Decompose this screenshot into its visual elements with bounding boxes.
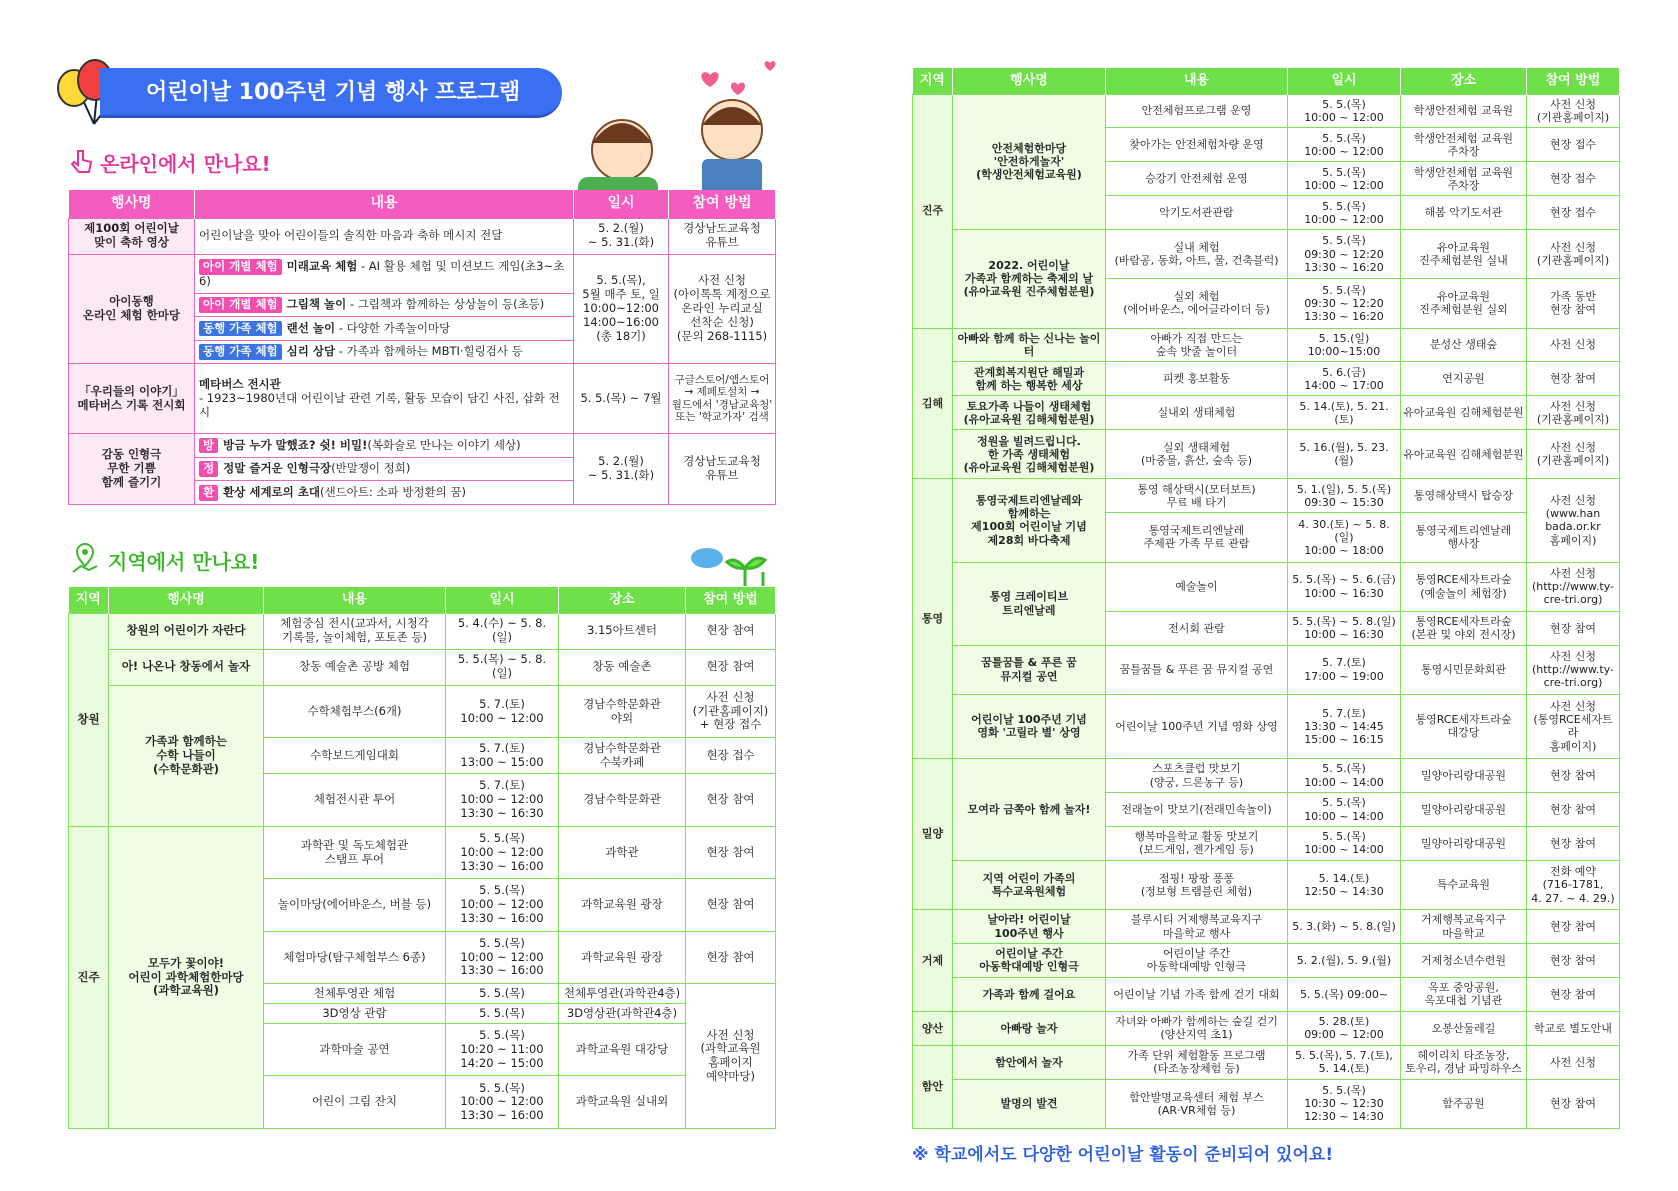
- event-name: 통영국제트리엔날레와 함께하는 제100회 어린이날 기념 제28회 바다축제: [953, 479, 1106, 562]
- region-name: 김해: [913, 328, 953, 479]
- event-method: 현장 접수: [1527, 128, 1620, 162]
- regional-heading: 지역에서 만나요!: [108, 550, 260, 574]
- event-content: 실외 체험 (에어바운스, 에어글라이더 등): [1106, 279, 1288, 328]
- event-place: 특수교육원: [1401, 860, 1527, 909]
- event-place: 유아교육원 진주체험분원 실내: [1401, 230, 1527, 279]
- event-name: 제100회 어린이날 맞이 축하 영상: [69, 218, 195, 254]
- event-date: 5. 14.(토) 12:50 ~ 14:30: [1288, 860, 1401, 909]
- event-date: 5. 5.(목) 09:30 ~ 12:20 13:30 ~ 16:20: [1288, 230, 1401, 279]
- table-row: [69, 826, 776, 878]
- event-date: 5. 5.(목) 10:00 ~ 12:00 13:30 ~ 16:00: [446, 1076, 559, 1129]
- event-place: 연지공원: [1401, 362, 1527, 396]
- event-date: 5. 7.(토) 10:00 ~ 12:00: [446, 685, 559, 737]
- event-content: 실내 체험 (바람공, 동화, 아트, 물, 건축블럭): [1106, 230, 1288, 279]
- event-place: 과학교육원 광장: [559, 931, 686, 983]
- col-header: 참여 방법: [669, 190, 776, 218]
- sub-item: [195, 293, 574, 317]
- event-name: 창원의 어린이가 자란다: [109, 613, 264, 649]
- event-content: 악기도서관관람: [1106, 196, 1288, 230]
- event-place: 학생안전체험 교육원 주차장: [1401, 128, 1527, 162]
- event-method: 현장 참여: [1527, 793, 1620, 827]
- col-header: 행사명: [953, 68, 1106, 94]
- table-row: [69, 649, 776, 685]
- event-method: 현장 접수: [686, 738, 776, 774]
- event-place: 오봉산둘레길: [1401, 1011, 1527, 1045]
- event-content: 천체투영관 체험: [264, 984, 446, 1004]
- event-method: 가족 동반 현장 참여: [1527, 279, 1620, 328]
- region-name: 양산: [913, 1011, 953, 1045]
- event-date: 5. 5.(목) ~ 5. 6.(금) 10:00 ~ 16:30: [1288, 562, 1401, 611]
- event-method: 사전 신청 (기관홈페이지): [1527, 230, 1620, 279]
- region-name: 창원: [69, 613, 109, 826]
- event-name: 모여라 금쪽아 함께 놀자!: [953, 759, 1106, 861]
- event-name: 안전체험한마당 '안전하게놀자' (학생안전체험교육원): [953, 94, 1106, 230]
- event-content: 3D영상 관람: [264, 1004, 446, 1024]
- event-method: 현장 참여: [1527, 611, 1620, 645]
- event-method: 현장 참여: [1527, 977, 1620, 1011]
- event-name: 2022. 어린이날 가족과 함께하는 축제의 날 (유아교육원 진주체험분원): [953, 230, 1106, 328]
- event-date: 5. 5.(목) 10:00 ~ 12:00: [1288, 94, 1401, 128]
- event-name: 지역 어린이 가족의 특수교육원체험: [953, 860, 1106, 909]
- event-place: 함주공원: [1401, 1079, 1527, 1128]
- event-date: 5. 3.(화) ~ 5. 8.(일): [1288, 910, 1401, 944]
- event-name: 꿈틀꿈틀 & 푸른 꿈 뮤지컬 공연: [953, 645, 1106, 694]
- event-date: 5. 5.(목) 10:00 ~ 12:00 13:30 ~ 16:00: [446, 931, 559, 983]
- event-date: 5. 7.(토) 17:00 ~ 19:00: [1288, 645, 1401, 694]
- event-place: 경남수학문화관: [559, 774, 686, 826]
- event-place: 옥포 중앙공원, 옥포대첩 기념관: [1401, 977, 1527, 1011]
- col-header: 일시: [1288, 68, 1401, 94]
- sub-title: 랜선 놀이: [286, 320, 336, 335]
- event-method: 경상남도교육청 유튜브: [669, 434, 776, 505]
- sub-desc: (반말쟁이 정희): [331, 461, 411, 476]
- col-header: 일시: [574, 190, 669, 218]
- table-row: [913, 396, 1620, 430]
- sub-title: 환상 세계로의 초대: [223, 484, 320, 499]
- event-date: 5. 5.(목) 10:00 ~ 12:00: [1288, 196, 1401, 230]
- event-content: 아빠가 직접 만드는 숲속 밧줄 놀이터: [1106, 328, 1288, 362]
- event-content: 자녀와 아빠가 함께하는 숲길 걷기 (양산지역 초1): [1106, 1011, 1288, 1045]
- event-date: 5. 5.(목), 5. 7.(토), 5. 14.(토): [1288, 1045, 1401, 1079]
- event-date: 5. 14.(토), 5. 21.(토): [1288, 396, 1401, 430]
- event-name: 가족과 함께 걸어요: [953, 977, 1106, 1011]
- event-place: 통영RCE세자트라숲 (예술놀이 체험장): [1401, 562, 1527, 611]
- table-row: [913, 1045, 1620, 1079]
- event-date: 5. 16.(월), 5. 23.(월): [1288, 430, 1401, 479]
- event-date: 5. 6.(금) 14:00 ~ 17:00: [1288, 362, 1401, 396]
- event-place: 3.15아트센터: [559, 613, 686, 649]
- table-row: [913, 430, 1620, 479]
- col-header: 장소: [1401, 68, 1527, 94]
- event-content: 어린이날 기념 가족 함께 걷기 대회: [1106, 977, 1288, 1011]
- sub-item: [195, 340, 574, 364]
- event-content: 창동 예술촌 공방 체험: [264, 649, 446, 685]
- event-method: 사전 신청: [1527, 328, 1620, 362]
- table-row: [913, 94, 1620, 128]
- event-place: 천체투영관(과학관4층): [559, 984, 686, 1004]
- event-method: 사전 신청 (기관홈페이지): [1527, 94, 1620, 128]
- event-place: 헤이리치 타조농장, 토우리, 경남 파밍하우스: [1401, 1045, 1527, 1079]
- event-name: 통영 크레이티브 트리엔날레: [953, 562, 1106, 645]
- table-row: [913, 230, 1620, 279]
- event-method: 현장 참여: [1527, 943, 1620, 977]
- event-place: 과학관: [559, 826, 686, 878]
- table-row: [69, 685, 776, 737]
- event-date: 5. 5.(목) 10:00 ~ 12:00 13:30 ~ 16:00: [446, 826, 559, 878]
- event-method: 현장 접수: [1527, 196, 1620, 230]
- event-place: 분성산 생태숲: [1401, 328, 1527, 362]
- event-content: 행복마을학교 활동 맛보기 (보드게임, 젠가게임 등): [1106, 826, 1288, 860]
- event-method: 현장 참여: [686, 879, 776, 931]
- event-date: 5. 5.(목) 09:30 ~ 12:20 13:30 ~ 16:20: [1288, 279, 1401, 328]
- sub-desc: - 1923~1980년대 어린이날 관련 기록, 활동 모습이 담긴 사진, 삽화 전시: [199, 390, 560, 419]
- table-row: [913, 1079, 1620, 1128]
- sub-desc: - 다양한 가족놀이마당: [335, 320, 451, 335]
- event-name: 아빠랑 놀자: [953, 1011, 1106, 1045]
- event-method: 현장 참여: [1527, 1079, 1620, 1128]
- event-method: 전화 예약 (716-1781, 4. 27. ~ 4. 29.): [1527, 860, 1620, 909]
- event-date: 5. 5.(목) 10:00 ~ 12:00 13:30 ~ 16:00: [446, 879, 559, 931]
- event-place: 3D영상관(과학관4층): [559, 1004, 686, 1024]
- event-date: 5. 5.(목) ~ 5. 8.(일) 10:00 ~ 16:30: [1288, 611, 1401, 645]
- event-method: 사전 신청 (통영RCE세자트라 홈페이지): [1527, 694, 1620, 758]
- event-date: 5. 1.(일), 5. 5.(목) 09:30 ~ 15:30: [1288, 479, 1401, 513]
- event-date: 5. 5.(목), 5월 매주 토, 일 10:00~12:00 14:00~16:00 (총 18기): [574, 254, 669, 364]
- event-place: 경남수학문화관 수북카페: [559, 738, 686, 774]
- event-name: 아이동행 온라인 체험 한마당: [69, 254, 195, 364]
- event-place: 밀양아리랑대공원: [1401, 793, 1527, 827]
- event-place: 유아교육원 진주체험분원 실외: [1401, 279, 1527, 328]
- event-method: 현장 참여: [686, 931, 776, 983]
- event-content: 가족 단위 체험활동 프로그램 (타조농장체험 등): [1106, 1045, 1288, 1079]
- region-name: 통영: [913, 479, 953, 759]
- event-content: 체험마당(탐구체험부스 6종): [264, 931, 446, 983]
- event-content: 점핑! 팡팡 퐁퐁 (정보형 트램블린 체험): [1106, 860, 1288, 909]
- event-name: 아! 나온나 창동에서 놀자: [109, 649, 264, 685]
- event-method: 현장 참여: [686, 774, 776, 826]
- event-content: 통영국제트리엔날레 주제관 가족 무료 관람: [1106, 513, 1288, 562]
- sub-desc: - 그림책과 함께하는 상상놀이 등(초등): [346, 297, 545, 312]
- col-header: 내용: [195, 190, 574, 218]
- region-name: 밀양: [913, 759, 953, 910]
- event-method: 사전 신청 (http://www.ty- cre-tri.org): [1527, 562, 1620, 611]
- event-content: 스포츠클럽 맛보기 (양궁, 드론농구 등): [1106, 759, 1288, 793]
- event-content: 수학보드게임대회: [264, 738, 446, 774]
- event-place: 학생안전체험 교육원 주차장: [1401, 162, 1527, 196]
- event-place: 과학교육원 실내외: [559, 1076, 686, 1129]
- event-date: 5. 5.(목) 10:00 ~ 14:00: [1288, 826, 1401, 860]
- sub-item: [195, 317, 574, 341]
- event-date: 5. 2.(월) ~ 5. 31.(화): [574, 434, 669, 505]
- event-date: 5. 5.(목) ~ 5. 8.(일): [446, 649, 559, 685]
- event-method: 경상남도교육청 유튜브: [669, 218, 776, 254]
- event-method: 사전 신청 (기관홈페이지) + 현장 접수: [686, 685, 776, 737]
- event-method: 현장 참여: [1527, 362, 1620, 396]
- table-row: [913, 1011, 1620, 1045]
- event-method: 현장 접수: [1527, 162, 1620, 196]
- event-content: 승강기 안전체험 운영: [1106, 162, 1288, 196]
- sub-title: 방금 누가 말했죠? 쉿! 비밀!: [223, 437, 368, 452]
- event-date: 5. 5.(목) 10:30 ~ 12:30 12:30 ~ 14:30: [1288, 1079, 1401, 1128]
- badge: 정: [199, 461, 218, 477]
- event-place: 해봄 악기도서관: [1401, 196, 1527, 230]
- col-header: 일시: [446, 587, 559, 613]
- col-header: 장소: [559, 587, 686, 613]
- event-name: 함안에서 놀자: [953, 1045, 1106, 1079]
- event-date: 4. 30.(토) ~ 5. 8.(일) 10:00 ~ 18:00: [1288, 513, 1401, 562]
- event-content: 체험전시관 투어: [264, 774, 446, 826]
- event-method: 현장 참여: [686, 649, 776, 685]
- event-content: 실외 생태체험 (마중물, 흙산, 숲속 등): [1106, 430, 1288, 479]
- sub-title: 미래교육 체험: [286, 258, 358, 273]
- table-row: [913, 362, 1620, 396]
- event-content: 통영 해상택시(모터보트) 무료 배 타기: [1106, 479, 1288, 513]
- badge: 아이 개별 체험: [199, 297, 282, 313]
- table-row: [913, 910, 1620, 944]
- children-illustration-icon: [560, 55, 800, 205]
- col-header: 내용: [264, 587, 446, 613]
- event-content: 실내외 생태체험: [1106, 396, 1288, 430]
- event-place: 거제청소년수련원: [1401, 943, 1527, 977]
- sub-title: 메타버스 전시관: [199, 377, 281, 392]
- event-date: 5. 5.(목) 10:00 ~ 12:00: [1288, 162, 1401, 196]
- sub-item: [195, 254, 574, 293]
- event-content: 전래놀이 맛보기(전래민속놀이): [1106, 793, 1288, 827]
- badge: 환: [199, 485, 218, 501]
- event-place: 통영RCE세자트라숲 대강당: [1401, 694, 1527, 758]
- event-date: 5. 5.(목) 09:00~: [1288, 977, 1401, 1011]
- event-method: 현장 참여: [686, 826, 776, 878]
- sub-title: 심리 상담: [286, 344, 336, 359]
- event-place: 유아교육원 김해체험분원: [1401, 396, 1527, 430]
- badge: 동행 가족 체험: [199, 321, 282, 337]
- event-content: 체험중심 전시(교과서, 시청각 기록물, 놀이체험, 포토존 등): [264, 613, 446, 649]
- badge: 방: [199, 438, 218, 454]
- event-date: 5. 2.(월), 5. 9.(월): [1288, 943, 1401, 977]
- event-place: 거제행복교육지구 마을학교: [1401, 910, 1527, 944]
- event-place: 학생안전체험 교육원: [1401, 94, 1527, 128]
- footer-note: ※ 학교에서도 다양한 어린이날 활동이 준비되어 있어요!: [912, 1145, 1334, 1165]
- col-header: 내용: [1106, 68, 1288, 94]
- event-method: 사전 신청 (과학교육원 홈페이지 예약마당): [686, 984, 776, 1129]
- map-pin-icon: [70, 542, 100, 576]
- sub-title: 그림책 놀이: [286, 297, 347, 312]
- sub-desc: - 가족과 함께하는 MBTI·힐링검사 등: [335, 344, 523, 359]
- event-date: 5. 5.(목) 10:00 ~ 14:00: [1288, 759, 1401, 793]
- event-place: 밀양아리랑대공원: [1401, 759, 1527, 793]
- event-place: 밀양아리랑대공원: [1401, 826, 1527, 860]
- event-method: 현장 참여: [686, 613, 776, 649]
- event-method: 사전 신청 (기관홈페이지): [1527, 396, 1620, 430]
- table-row: [913, 479, 1620, 513]
- event-place: 경남수학문화관 야외: [559, 685, 686, 737]
- event-date: 5. 7.(토) 13:30 ~ 14:45 15:00 ~ 16:15: [1288, 694, 1401, 758]
- col-header: 참여 방법: [686, 587, 776, 613]
- sub-desc: (샌드아트: 소파 방정환의 꿈): [320, 484, 467, 499]
- event-content: 수학체험부스(6개): [264, 685, 446, 737]
- event-content: 꿈틀꿈틀 & 푸른 꿈 뮤지컬 공연: [1106, 645, 1288, 694]
- event-date: 5. 7.(토) 10:00 ~ 12:00 13:30 ~ 16:30: [446, 774, 559, 826]
- event-content: 블루시티 거제행복교육지구 마을학교 행사: [1106, 910, 1288, 944]
- sub-desc: (복화술로 만나는 이야기 세상): [367, 437, 521, 452]
- col-header: 지역: [69, 587, 109, 613]
- event-place: 통영RCE세자트라숲 (본관 및 야외 전시장): [1401, 611, 1527, 645]
- event-content: 과학마술 공연: [264, 1024, 446, 1076]
- event-place: 창동 예술촌: [559, 649, 686, 685]
- col-header: 행사명: [109, 587, 264, 613]
- event-name: 감동 인형극 무한 기쁨 함께 즐기기: [69, 434, 195, 505]
- event-content: 놀이마당(에어바운스, 버블 등): [264, 879, 446, 931]
- table-row: [913, 562, 1620, 611]
- event-place: 과학교육원 대강당: [559, 1024, 686, 1076]
- col-header: 참여 방법: [1527, 68, 1620, 94]
- event-name: 날아라! 어린이날 100주년 행사: [953, 910, 1106, 944]
- page-title: 어린이날 100주년 기념 행사 프로그램: [100, 68, 562, 118]
- event-name: 아빠와 함께 하는 신나는 놀이터: [953, 328, 1106, 362]
- table-row: [913, 943, 1620, 977]
- event-place: 과학교육원 광장: [559, 879, 686, 931]
- event-method: 구글스토어/앱스토어 → 제페토설치 → 월드에서 '경남교육청' 또는 '학교가자' 검색: [669, 364, 776, 434]
- event-method: 사전 신청 (http://www.ty- cre-tri.org): [1527, 645, 1620, 694]
- region-name: 진주: [913, 94, 953, 328]
- event-place: 통영시민문화회관: [1401, 645, 1527, 694]
- event-date: 5. 28.(토) 09:00 ~ 12:00: [1288, 1011, 1401, 1045]
- event-name: 정원을 빌려드립니다. 한 가족 생태체험 (유아교육원 김해체험분원): [953, 430, 1106, 479]
- event-name: 모두가 꽃이야! 어린이 과학체험한마당 (과학교육원): [109, 826, 264, 1128]
- col-header: 행사명: [69, 190, 195, 218]
- event-name: 어린이날 주간 아동학대예방 인형극: [953, 943, 1106, 977]
- event-content: 전시회 관람: [1106, 611, 1288, 645]
- event-date: 5. 7.(토) 13:00 ~ 15:00: [446, 738, 559, 774]
- event-date: 5. 5.(목) 10:00 ~ 14:00: [1288, 793, 1401, 827]
- event-method: 사전 신청: [1527, 1045, 1620, 1079]
- table-row: [913, 645, 1620, 694]
- badge: 아이 개별 체험: [199, 259, 282, 275]
- region-name: 거제: [913, 910, 953, 1012]
- col-header: 지역: [913, 68, 953, 94]
- event-date: 5. 5.(목) 10:20 ~ 11:00 14:20 ~ 15:00: [446, 1024, 559, 1076]
- region-name: 진주: [69, 826, 109, 1128]
- table-row: [913, 977, 1620, 1011]
- badge: 동행 가족 체험: [199, 344, 282, 360]
- event-date: 5. 5.(목): [446, 984, 559, 1004]
- table-row: [913, 694, 1620, 758]
- event-date: 5. 15.(일) 10:00~15:00: [1288, 328, 1401, 362]
- event-method: 현장 참여: [1527, 910, 1620, 944]
- event-content: 어린이날 100주년 기념 영화 상영: [1106, 694, 1288, 758]
- table-row: [913, 759, 1620, 793]
- table-row: [913, 860, 1620, 909]
- event-date: 5. 2.(월) ~ 5. 31.(화): [574, 218, 669, 254]
- event-place: 통영해상택시 탑승장: [1401, 479, 1527, 513]
- event-method: 학교로 별도안내: [1527, 1011, 1620, 1045]
- event-date: 5. 5.(목) 10:00 ~ 12:00: [1288, 128, 1401, 162]
- event-content: 피켓 홍보활동: [1106, 362, 1288, 396]
- event-method: 현장 참여: [1527, 826, 1620, 860]
- event-method: 사전 신청 (기관홈페이지): [1527, 430, 1620, 479]
- event-method: 사전 신청 (www.han bada.or.kr 홈페이지): [1527, 479, 1620, 562]
- event-place: 통영국제트리엔날레 행사장: [1401, 513, 1527, 562]
- sub-desc: - AI 활용 체험 및 미션보드 게임(초3~초6): [199, 258, 565, 288]
- regional-events-table-right: [912, 68, 1620, 1129]
- event-date: 5. 5.(목): [446, 1004, 559, 1024]
- event-place: 유아교육원 김해체험분원: [1401, 430, 1527, 479]
- event-name: 가족과 함께하는 수학 나들이 (수학문화관): [109, 685, 264, 826]
- regional-events-table-left: [68, 587, 776, 1129]
- sub-title: 정말 즐거운 인형극장: [223, 461, 332, 476]
- event-content: 어린이 그림 잔치: [264, 1076, 446, 1129]
- event-method: 현장 참여: [1527, 759, 1620, 793]
- event-name: 토요가족 나들이 생태체험 (유아교육원 김해체험분원): [953, 396, 1106, 430]
- event-content: 예술놀이: [1106, 562, 1288, 611]
- event-date: 5. 5.(목) ~ 7월: [574, 364, 669, 434]
- event-name: 관계회복지원단 해밀과 함께 하는 행복한 세상: [953, 362, 1106, 396]
- bird-sprout-icon: [685, 538, 780, 588]
- event-content: 찾아가는 안전체험차량 운영: [1106, 128, 1288, 162]
- pointing-hand-icon: [66, 145, 96, 175]
- table-row: [69, 613, 776, 649]
- event-method: 사전 신청 (아이톡톡 계정으로 온라인 누리교실 선착순 신청) (문의 268-1115): [669, 254, 776, 364]
- online-events-table: [68, 190, 776, 505]
- online-heading: 온라인에서 만나요!: [100, 152, 271, 176]
- event-content: 안전체험프로그램 운영: [1106, 94, 1288, 128]
- event-content: 어린이날을 맞아 어린이들의 솔직한 마음과 축하 메시지 전달: [195, 218, 574, 254]
- event-content: 함안발명교육센터 체험 부스 (AR·VR체험 등): [1106, 1079, 1288, 1128]
- table-row: [913, 328, 1620, 362]
- event-name: 발명의 발견: [953, 1079, 1106, 1128]
- event-date: 5. 4.(수) ~ 5. 8.(일): [446, 613, 559, 649]
- event-name: 어린이날 100주년 기념 영화 '고릴라 별' 상영: [953, 694, 1106, 758]
- event-content: 과학관 및 독도체험관 스탬프 투어: [264, 826, 446, 878]
- event-name: 「우리들의 이야기」 메타버스 기록 전시회: [69, 364, 195, 434]
- region-name: 함안: [913, 1045, 953, 1128]
- event-content: 어린이날 주간 아동학대예방 인형극: [1106, 943, 1288, 977]
